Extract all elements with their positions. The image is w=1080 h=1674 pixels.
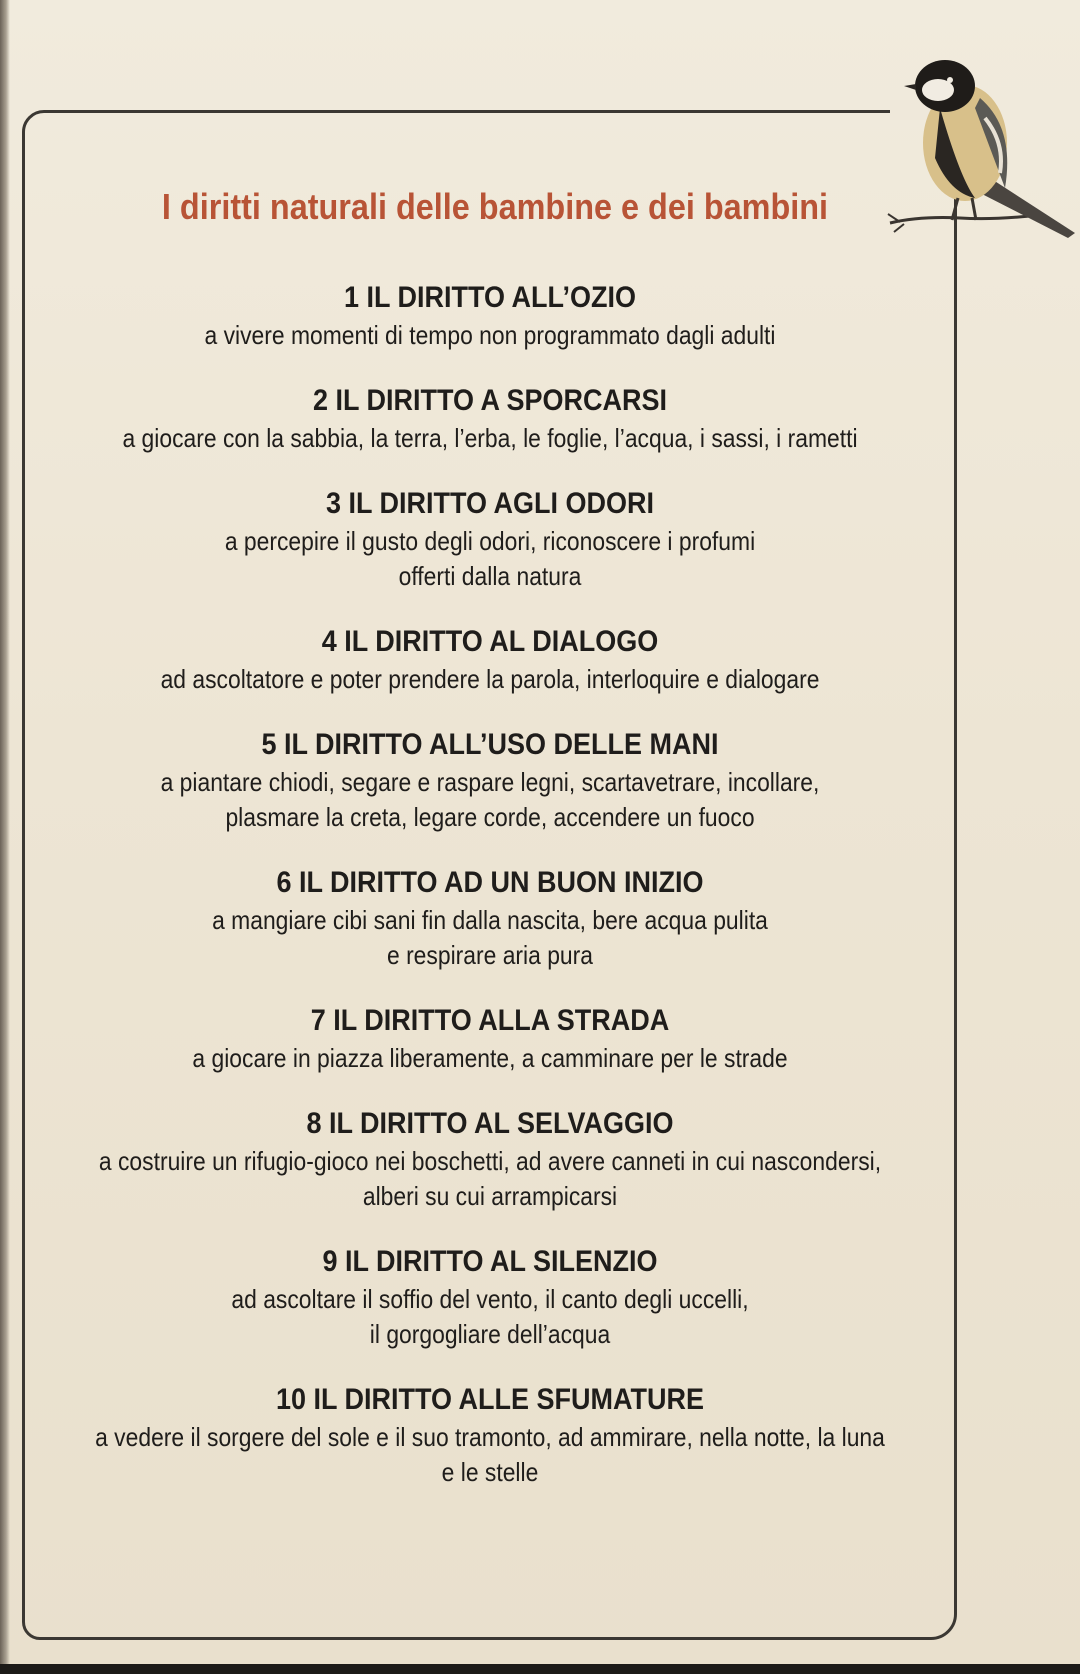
right-heading: 9 IL DIRITTO AL SILENZIO (322, 1245, 658, 1278)
bottom-edge (0, 1664, 1080, 1674)
right-item-1 (40, 278, 940, 353)
right-description: a mangiare cibi sani fin dalla nascita, bere acqua pulita e respirare aria pura (212, 905, 768, 970)
right-item-3 (40, 484, 940, 594)
right-description: a giocare con la sabbia, la terra, l’erba, le foglie, l’acqua, i sassi, i rametti (122, 423, 858, 453)
right-heading: 6 IL DIRITTO AD UN BUON INIZIO (276, 866, 704, 899)
right-heading: 5 IL DIRITTO ALL’USO DELLE MANI (261, 728, 719, 761)
right-heading: 10 IL DIRITTO ALLE SFUMATURE (275, 1383, 705, 1416)
page-title: I diritti naturali delle bambine e dei bambini (161, 186, 829, 227)
right-description: a piantare chiodi, segare e raspare legni, scartavetrare, incollare, plasmare la creta, legare corde, accendere un fuoco (160, 767, 820, 832)
right-heading: 7 IL DIRITTO ALLA STRADA (310, 1004, 670, 1037)
right-item-6 (40, 863, 940, 973)
right-description: a vivere momenti di tempo non programmato dagli adulti (204, 320, 776, 350)
right-description: ad ascoltare il soffio del vento, il canto degli uccelli, il gorgogliare dell’acqua (231, 1284, 749, 1349)
right-item-10 (40, 1380, 940, 1490)
right-heading: 2 IL DIRITTO A SPORCARSI (312, 384, 668, 417)
right-description: a vedere il sorgere del sole e il suo tramonto, ad ammirare, nella notte, la luna e le stelle (95, 1422, 885, 1487)
right-heading: 3 IL DIRITTO AGLI ODORI (325, 487, 655, 520)
right-description: a percepire il gusto degli odori, riconoscere i profumi offerti dalla natura (224, 526, 756, 591)
right-heading: 1 IL DIRITTO ALL’OZIO (343, 281, 637, 314)
right-item-9 (40, 1242, 940, 1352)
right-heading: 4 IL DIRITTO AL DIALOGO (321, 625, 659, 658)
right-item-7 (40, 1001, 940, 1076)
right-description: ad ascoltatore e poter prendere la parola, interloquire e dialogare (160, 664, 820, 694)
rights-list (40, 278, 940, 1518)
book-spine-shadow (0, 0, 10, 1674)
bird-icon (880, 28, 1080, 238)
right-description: a costruire un rifugio-gioco nei boschetti, ad avere canneti in cui nascondersi, alberi su cui arrampicarsi (98, 1146, 882, 1211)
right-description: a giocare in piazza liberamente, a camminare per le strade (192, 1043, 788, 1073)
right-item-8 (40, 1104, 940, 1214)
right-heading: 8 IL DIRITTO AL SELVAGGIO (306, 1107, 674, 1140)
right-item-2 (40, 381, 940, 456)
right-item-5 (40, 725, 940, 835)
right-item-4 (40, 622, 940, 697)
